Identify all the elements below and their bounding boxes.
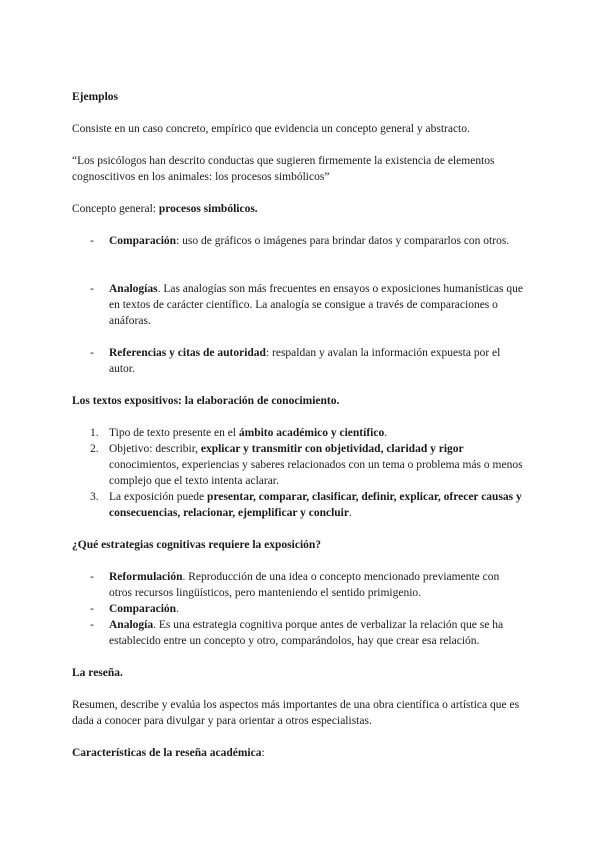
heading-caracteristicas [72, 745, 524, 761]
item-emphasis: explicar y transmitir con objetividad, claridad y rigor [200, 443, 464, 455]
item-text: Objetivo: describir, [109, 443, 201, 455]
concepto-label: Concepto general: [72, 203, 159, 215]
bullet-dash: - [90, 619, 94, 631]
list-item [90, 345, 524, 377]
term: Comparación [109, 603, 177, 615]
list-item [90, 281, 524, 329]
item-number: 2. [90, 443, 99, 455]
heading-resena: La reseña. [72, 667, 123, 679]
item-number: 1. [90, 427, 99, 439]
concepto-value: procesos simbólicos. [158, 203, 258, 215]
concepto-general-line [72, 201, 524, 217]
caracteristicas-title: Características de la reseña académica [72, 747, 262, 759]
item-number: 3. [90, 491, 99, 503]
bullet-dash: - [90, 235, 94, 247]
heading-estrategias: ¿Qué estrategias cognitivas requiere la exposición? [72, 539, 322, 551]
item-text-end: . [384, 427, 388, 439]
item-text-end: . [348, 507, 352, 519]
paragraph-resumen: Resumen, describe y evalúa los aspectos más importantes de una obra científica o artística que es dada a conocer para divulgar y para orientar a otros especialistas. [72, 699, 520, 727]
caracteristicas-colon: : [261, 747, 265, 759]
list-item [90, 569, 524, 601]
bullet-dash: - [90, 283, 94, 295]
term: Referencias y citas de autoridad [109, 347, 266, 359]
item-text-end: conocimientos, experiencias y saberes relacionados con un tema o problema más o menos complejo que el texto intenta aclarar. [109, 459, 523, 487]
item-text: La exposición puede [109, 491, 208, 503]
definition: : respaldan y avalan la información expuesta por el autor. [109, 347, 501, 375]
heading-ejemplos: Ejemplos [72, 91, 118, 103]
term: Analogía [109, 619, 154, 631]
item-text: Tipo de texto presente en el [109, 427, 239, 439]
term: Analogías [109, 283, 158, 295]
term: Comparación [109, 235, 177, 247]
item-emphasis: presentar, comparar, clasificar, definir, explicar, ofrecer causas y consecuencias, relacionar, ejemplificar y concluir [109, 491, 522, 519]
numbered-item [90, 441, 524, 489]
item-emphasis: ámbito académico y científico [238, 427, 385, 439]
list-item [90, 233, 524, 249]
bullet-dash: - [90, 603, 94, 615]
list-item [90, 617, 524, 649]
definition: . Las analogías son más frecuentes en ensayos o exposiciones humanísticas que en textos de carácter científico. La analogía se consigue a través de comparaciones o anáforas. [109, 283, 523, 327]
term: Reformulación [109, 571, 183, 583]
definition: : uso de gráficos o imágenes para brindar datos y compararlos con otros. [176, 235, 510, 247]
numbered-item [90, 489, 524, 521]
paragraph-consiste: Consiste en un caso concreto, empírico que evidencia un concepto general y abstracto. [72, 123, 470, 135]
heading-textos-expositivos: Los textos expositivos: la elaboración de conocimiento. [72, 395, 340, 407]
numbered-item [90, 425, 524, 441]
quote-paragraph: “Los psicólogos han descrito conductas que sugieren firmemente la existencia de elementos cognoscitivos en los animales: los procesos simbólicos” [72, 155, 495, 183]
list-item [90, 601, 524, 617]
definition: . [176, 603, 179, 615]
definition: . Es una estrategia cognitiva porque antes de verbalizar la relación que se ha establecido entre un concepto y otro, comparándolos, hay que crear esa relación. [109, 619, 504, 647]
definition: . Reproducción de una idea o concepto mencionado previamente con otros recursos lingüísticos, pero manteniendo el sentido primigenio. [109, 571, 500, 599]
bullet-dash: - [90, 571, 94, 583]
bullet-dash: - [90, 347, 94, 359]
